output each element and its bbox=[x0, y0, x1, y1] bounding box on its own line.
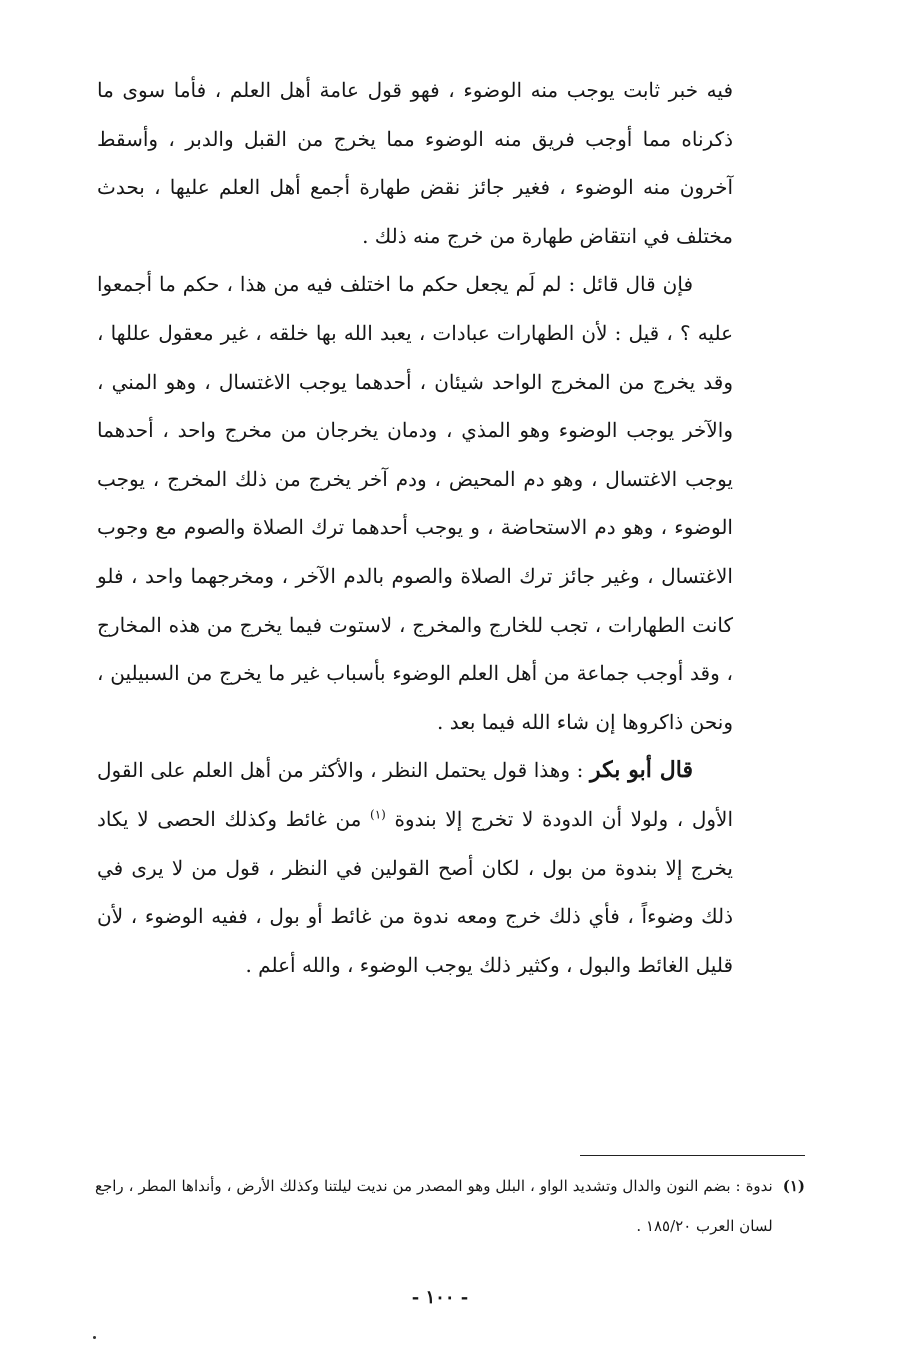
footnote-separator bbox=[580, 1155, 805, 1156]
footnote-item bbox=[95, 1166, 805, 1246]
main-text bbox=[97, 66, 733, 989]
speaker-heading: قال أبو بكر bbox=[589, 757, 693, 784]
footnote-number: (١) bbox=[782, 1177, 805, 1195]
paragraph-3-text-a: : وهذا قول يحتمل النظر ، والأكثر من أهل العلم على القول الأول ، ولولا أن الدودة لا تخرج إلا بندوة bbox=[97, 758, 733, 831]
paragraph-1: فيه خبر ثابت يوجب منه الوضوء ، فهو قول عامة أهل العلم ، فأما سوى ما ذكرناه مما أوجب فريق منه الوضوء مما يخرج من القبل والدبر ، وأسقط آخرون منه الوضوء ، فغير جائز نقض طهارة أجمع أهل العلم عليها ، بحدث مختلف في انتقاض طهارة من خرج منه ذلك . bbox=[97, 78, 733, 248]
footnote-text: ندوة : بضم النون والدال وتشديد الواو ، البلل وهو المصدر من نديت ليلتنا وكذلك الأرض ، وأنداها المطر ، راجع لسان العرب ١٨٥/٢٠ . bbox=[95, 1177, 773, 1235]
paragraph-3 bbox=[97, 746, 733, 989]
paragraph-2: فإن قال قائل : لم لَم يجعل حكم ما اختلف فيه من هذا ، حكم ما أجمعوا عليه ؟ ، قيل : لأن الطهارات عبادات ، يعبد الله بها خلقه ، غير معقول عللها ، وقد يخرج من المخرج الواحد شيئان ، أحدهما يوجب الاغتسال ، وهو المني ، والآخر يوجب الوضوء وهو المذي ، ودمان يخرجان من مخرج واحد ، أحدهما يوجب الاغتسال ، وهو دم المحيض ، ودم آخر يخرج من ذلك المخرج ، يوجب الوضوء ، وهو دم الاستحاضة ، و يوجب أحدهما ترك الصلاة والصوم مع وجوب الاغتسال ، وغير جائز ترك الصلاة والصوم بالدم الآخر ، ومخرجهما واحد ، فلو كانت الطهارات ، تجب للخارج والمخرج ، لاستوت فيما يخرج من هذه المخارج ، وقد أوجب جماعة من أهل العلم الوضوء بأسباب غير ما يخرج من السبيلين ، ونحن ذاكروها إن شاء الله فيما بعد . bbox=[97, 272, 734, 734]
paragraph-3-text-b: من غائط وكذلك الحصى لا يكاد يخرج إلا بندوة من بول ، لكان أصح القولين في النظر ، قول من لا يرى في ذلك وضوءاً ، فأي ذلك خرج ومعه ندوة من غائط أو بول ، ففيه الوضوء ، لأن قليل الغائط والبول ، وكثير ذلك يوجب الوضوء ، والله أعلم . bbox=[97, 806, 733, 977]
footnotes bbox=[95, 1166, 805, 1246]
page-number: - ١٠٠ - bbox=[411, 1287, 469, 1308]
scan-speck bbox=[93, 1336, 96, 1339]
footnote-reference[interactable]: (١) bbox=[370, 807, 386, 822]
